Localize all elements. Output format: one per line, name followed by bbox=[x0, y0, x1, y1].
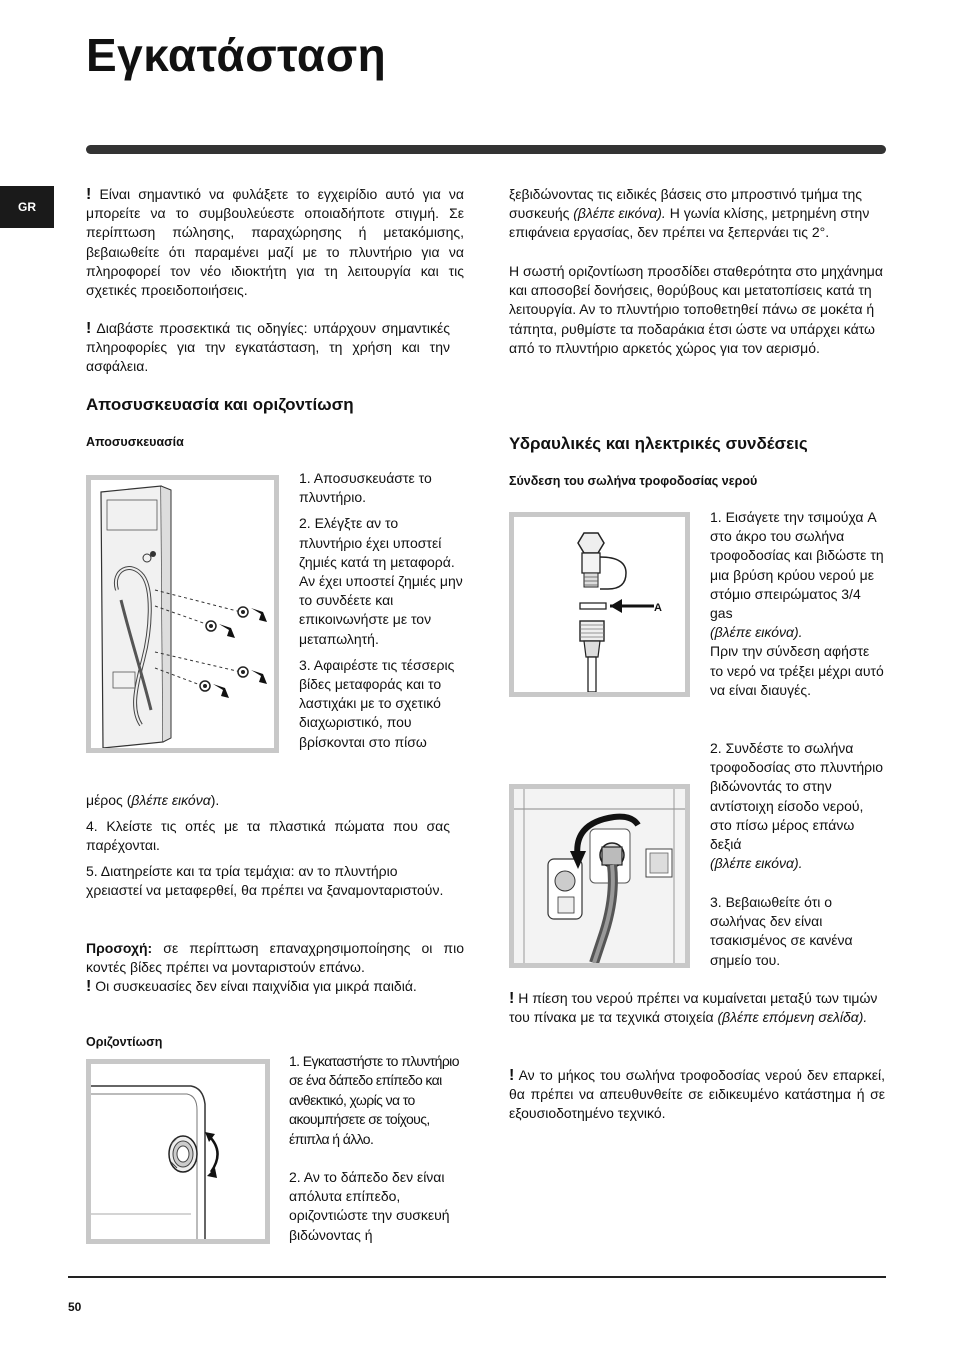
unpack-step-3-continued: μέρος (βλέπε εικόνα). bbox=[86, 792, 220, 808]
warning-icon: ! bbox=[86, 320, 92, 337]
page-title: Εγκατάσταση bbox=[86, 29, 387, 81]
figure-inlet-connection bbox=[509, 784, 690, 968]
seal-label: A bbox=[654, 602, 662, 614]
section-heading-connections: Υδραυλικές και ηλεκτρικές συνδέσεις bbox=[509, 434, 808, 453]
unpack-step-3: 3. Αφαιρέστε τις τέσσερις βίδες μεταφοράς και το λαστιχάκι με το σχετικό διαχωριστικό, που βρίσκονται στο πίσω bbox=[299, 656, 455, 750]
page-number: 50 bbox=[68, 1300, 82, 1314]
warning-hose-length bbox=[509, 1066, 885, 1124]
warning-manual bbox=[86, 185, 464, 300]
washing-machine-back-illustration bbox=[91, 480, 274, 748]
section-heading-unpack-level: Αποσυσκευασία και οριζοντίωση bbox=[86, 395, 354, 414]
title-divider bbox=[86, 145, 886, 154]
level-step-1: 1. Εγκαταστήστε το πλυντήριο σε ένα δάπεδο επίπεδο και ανθεκτικό, χωρίς να το ακουμπήσετε σε τοίχους, έπιπλα ή άλλο. bbox=[289, 1053, 459, 1147]
level-step-2-continued: ξεβιδώνοντας τις ειδικές βάσεις στο μπροστινό τμήμα της συσκευής (βλέπε εικόνα). Η γωνία κλίσης, μετρημένη στην επιφάνεια εργασίας, δεν πρέπει να ξεπερνάει τις 2°. bbox=[509, 186, 870, 241]
conn-step-1: 1. Εισάγετε την τσιμούχα A στο άκρο του σωλήνα τροφοδοσίας και βιδώστε τη μια βρύση κρύου νερού με στόμιο σπειρώματος 3/4 gas (βλέπε εικόνα). Πριν την σύνδεση αφήστε το νερό να τρέξει μέχρι αυτό να είναι διαυγές. bbox=[710, 509, 884, 698]
subheading-leveling: Οριζοντίωση bbox=[86, 1035, 163, 1049]
unpack-step-5: 5. Διατηρείστε και τα τρία τεμάχια: αν το πλυντήριο χρειαστεί να μεταφερθεί, θα πρέπει να ξαναμονταριστούν. bbox=[86, 863, 444, 899]
leveling-explanation: Η σωστή οριζοντίωση προσδίδει σταθερότητα στο μηχάνημα και αποσοβεί δονήσεις, θορύβους και μετατοπίσεις κατά τη λειτουργία. Αν το πλυντήριο τοποθετηθεί πάνω σε μοκέτα ή τάπητα, ρυθμίστε τα ποδαράκια έτσι ώστε να υπάρχει κάτω από το πλυντήριο αρκετός χώρος για τον αερισμό. bbox=[509, 263, 883, 356]
warning-icon: ! bbox=[86, 978, 92, 995]
warning-icon: ! bbox=[86, 186, 92, 203]
warning-pressure: ! Η πίεση του νερού πρέπει να κυμαίνεται μεταξύ των τιμών του πίνακα με τα τεχνικά στοιχεία (βλέπε επόμενη σελίδα). bbox=[509, 990, 878, 1026]
figure-tap-seal bbox=[509, 512, 690, 697]
figure-transport-bolts bbox=[86, 475, 279, 753]
subheading-unpack: Αποσυσκευασία bbox=[86, 435, 184, 449]
conn-step-3: 3. Βεβαιωθείτε ότι ο σωλήνας δεν είναι τσακισμένος σε κανένα σημείο του. bbox=[710, 894, 853, 968]
warning-icon: ! bbox=[509, 990, 515, 1007]
adjustable-foot-icon bbox=[169, 1136, 197, 1172]
seal-icon bbox=[580, 603, 606, 609]
warning-icon: ! bbox=[509, 1067, 515, 1084]
warning-text: Αν το μήκος του σωλήνα τροφοδοσίας νερού δεν επαρκεί, θα πρέπει να απευθυνθείτε σε ειδικευμένο κατάστημα ή σε εξουσιοδοτημένο τεχνικό. bbox=[509, 1067, 885, 1122]
language-tab: GR bbox=[0, 186, 54, 228]
caution-label: Προσοχή: bbox=[86, 940, 153, 956]
warning-text: Διαβάστε προσεκτικά τις οδηγίες: υπάρχουν σημαντικές πληροφορίες για την εγκατάσταση, τη χρήση και την ασφάλεια. bbox=[86, 320, 450, 375]
warning-text: Οι συσκευασίες δεν είναι παιχνίδια για μικρά παιδιά. bbox=[95, 978, 417, 994]
leveling-foot-illustration bbox=[91, 1064, 265, 1239]
figure-leveling-foot bbox=[86, 1059, 270, 1244]
subheading-water-inlet: Σύνδεση του σωλήνα τροφοδοσίας νερού bbox=[509, 474, 758, 488]
level-step-2: 2. Αν το δάπεδο δεν είναι απόλυτα επίπεδο, οριζοντιώστε την συσκευή βιδώνοντας ή bbox=[289, 1169, 450, 1243]
warning-text: Η πίεση του νερού πρέπει να κυμαίνεται μεταξύ των τιμών του πίνακα με τα τεχνικά στοιχεία bbox=[509, 990, 878, 1026]
unpack-step-2: 2. Ελέγξτε αν το πλυντήριο έχει υποστεί ζημιές κατά τη μεταφορά. Αν έχει υποστεί ζημιές μην το συνδέετε και επικοινωνήστε με τον μεταπωλητή. bbox=[299, 515, 463, 647]
unpack-step-4: 4. Κλείστε τις οπές με τα πλαστικά πώματα που σας παρέχονται. bbox=[86, 818, 450, 854]
footer-divider bbox=[68, 1276, 886, 1278]
caution-note: Προσοχή: σε περίπτωση επαναχρησιμοποίησης οι πιο κοντές βίδες πρέπει να μονταριστούν επάνω. bbox=[86, 940, 464, 976]
warning-text: Είναι σημαντικό να φυλάξετε το εγχειρίδιο αυτό για να μπορείτε να το συμβουλεύεστε οποιαδήποτε στιγμή. Σε περίπτωση πώλησης, παραχώρησης ή μετακόμισης, βεβαιωθείτε ότι παραμένει μαζί με το πλυντήριο για να πληροφορεί τον νέο ιδιοκτήτη για τη λειτουργία και τις σχετικές προειδοποιήσεις. bbox=[86, 186, 465, 299]
unpack-steps-side bbox=[299, 469, 464, 752]
warning-packaging bbox=[86, 977, 450, 996]
inlet-connection-illustration bbox=[514, 789, 685, 963]
control-valve-icon bbox=[548, 859, 582, 919]
warning-read-instructions bbox=[86, 319, 450, 377]
tap-and-seal-illustration bbox=[514, 517, 685, 692]
conn-step-2: 2. Συνδέστε το σωλήνα τροφοδοσίας στο πλυντήριο βιδώνοντάς το στην αντίστοιχη είσοδο νερού, στο πίσω μέρος επάνω δεξιά (βλέπε εικόνα). bbox=[710, 740, 884, 872]
unpack-step-1: 1. Αποσυσκευάστε το πλυντήριο. bbox=[299, 470, 432, 506]
